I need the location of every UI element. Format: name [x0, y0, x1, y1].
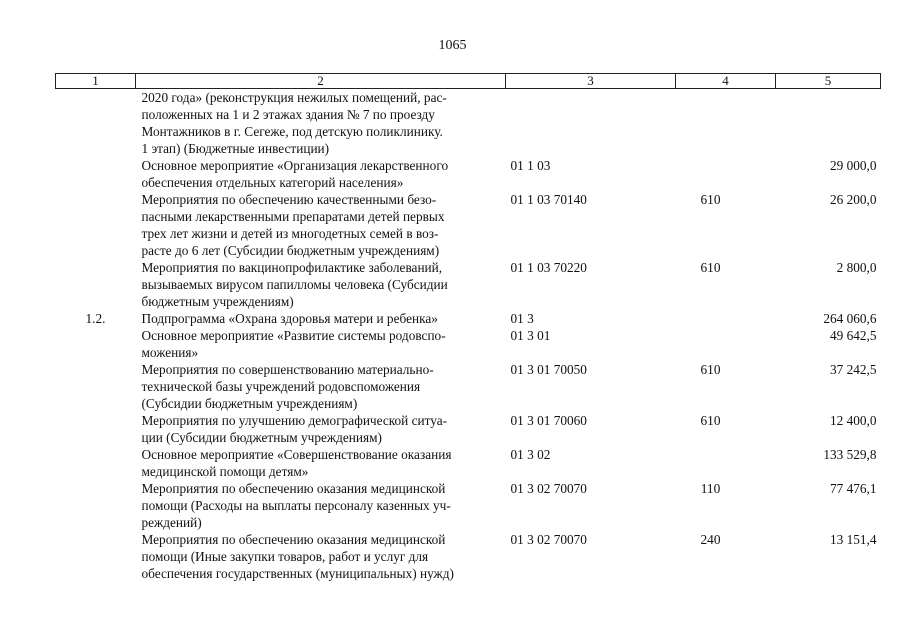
row-name [136, 191, 506, 259]
row-expense-type [676, 89, 776, 158]
column-header-4: 4 [676, 74, 776, 89]
row-code: 01 1 03 70140 [510, 192, 587, 207]
row-number [56, 157, 136, 191]
row-code: 01 3 01 70060 [510, 413, 587, 428]
column-header-5: 5 [776, 74, 881, 89]
row-number [56, 480, 136, 531]
row-name-line: ции (Субсидии бюджетным учреждениям) [141, 430, 382, 445]
row-name [136, 446, 506, 480]
row-sum [776, 89, 881, 158]
table-row [56, 361, 881, 412]
row-code: 01 3 02 70070 [510, 532, 587, 547]
budget-table [55, 73, 881, 582]
row-code: 01 1 03 [510, 158, 551, 173]
row-name-line: медицинской помощи детям» [141, 464, 309, 479]
column-header-2: 2 [136, 74, 506, 89]
row-code: 01 3 02 70070 [510, 481, 587, 496]
row-sum: 77 476,1 [829, 481, 877, 496]
row-name-line: Мероприятия по обеспечению оказания медицинской [141, 481, 446, 496]
table-row [56, 327, 881, 361]
row-name-line: Мероприятия по обеспечению оказания медицинской [141, 532, 446, 547]
page-number: 1065 [438, 38, 467, 53]
row-name-line: Мероприятия по совершенствованию материально- [141, 362, 434, 377]
row-name-line: вызываемых вирусом папилломы человека (Субсидии [141, 277, 448, 292]
row-sum: 37 242,5 [829, 362, 877, 377]
table-row [56, 310, 881, 327]
table-row [56, 191, 881, 259]
row-name-line: Монтажников в г. Сегеже, под детскую поликлинику. [141, 124, 443, 139]
row-expense-type [676, 327, 776, 361]
row-expense-type [676, 157, 776, 191]
row-number: 1.2. [85, 311, 106, 326]
table-body [56, 89, 881, 583]
row-name-line: Подпрограмма «Охрана здоровья матери и ребенка» [141, 311, 438, 326]
row-number [56, 89, 136, 158]
row-name-line: Мероприятия по обеспечению качественными безо- [141, 192, 437, 207]
column-header-1: 1 [56, 74, 136, 89]
row-name-line: трех лет жизни и детей из многодетных семей в воз- [141, 226, 439, 241]
row-name [136, 480, 506, 531]
table-row [56, 259, 881, 310]
row-name [136, 361, 506, 412]
header-row [56, 74, 881, 89]
row-name-line: Основное мероприятие «Совершенствование оказания [141, 447, 452, 462]
row-name-line: помощи (Иные закупки товаров, работ и услуг для [141, 549, 429, 564]
row-name-line: технической базы учреждений родовспоможения [141, 379, 421, 394]
row-name-line: 1 этап) (Бюджетные инвестиции) [141, 141, 330, 156]
table-row [56, 446, 881, 480]
row-name-line: помощи (Расходы на выплаты персоналу казенных уч- [141, 498, 451, 513]
row-sum: 2 800,0 [836, 260, 877, 275]
row-number [56, 412, 136, 446]
row-name-line: Основное мероприятие «Организация лекарственного [141, 158, 449, 173]
table-header [56, 74, 881, 89]
row-number [56, 446, 136, 480]
row-name-line: (Субсидии бюджетным учреждениям) [141, 396, 358, 411]
row-name-line: 2020 года» (реконструкция нежилых помещений, рас- [141, 90, 447, 105]
row-name-line: реждений) [141, 515, 202, 530]
row-expense-type: 110 [700, 481, 721, 496]
row-name [136, 327, 506, 361]
row-code [506, 89, 676, 158]
row-name [136, 89, 506, 158]
row-name [136, 157, 506, 191]
row-sum: 13 151,4 [829, 532, 877, 547]
row-sum: 26 200,0 [829, 192, 877, 207]
row-sum: 264 060,6 [823, 311, 877, 326]
row-number [56, 531, 136, 582]
row-name-line: расте до 6 лет (Субсидии бюджетным учреждениям) [141, 243, 440, 258]
row-name-line: пасными лекарственными препаратами детей первых [141, 209, 445, 224]
row-expense-type [676, 310, 776, 327]
row-name-line: Основное мероприятие «Развитие системы родовспо- [141, 328, 446, 343]
table-row [56, 157, 881, 191]
row-name-line: обеспечения отдельных категорий населения» [141, 175, 404, 190]
row-expense-type [676, 446, 776, 480]
row-code: 01 3 02 [510, 447, 551, 462]
column-header-3: 3 [506, 74, 676, 89]
row-number [56, 327, 136, 361]
row-name [136, 310, 506, 327]
row-name [136, 412, 506, 446]
row-name [136, 531, 506, 582]
row-expense-type: 610 [700, 260, 721, 275]
row-number [56, 259, 136, 310]
row-sum: 12 400,0 [829, 413, 877, 428]
row-code: 01 1 03 70220 [510, 260, 587, 275]
table-row [56, 89, 881, 158]
table-row [56, 412, 881, 446]
row-expense-type: 610 [700, 192, 721, 207]
row-sum: 49 642,5 [829, 328, 877, 343]
row-expense-type: 610 [700, 413, 721, 428]
row-expense-type: 610 [700, 362, 721, 377]
table-row [56, 480, 881, 531]
row-name-line: Мероприятия по улучшению демографической ситуа- [141, 413, 448, 428]
row-name-line: положенных на 1 и 2 этажах здания № 7 по проезду [141, 107, 435, 122]
row-number [56, 361, 136, 412]
row-name-line: обеспечения государственных (муниципальных) нужд) [141, 566, 454, 581]
row-name [136, 259, 506, 310]
row-name-line: бюджетным учреждениям) [141, 294, 294, 309]
row-sum: 29 000,0 [829, 158, 877, 173]
row-name-line: можения» [141, 345, 199, 360]
table-row [56, 531, 881, 582]
row-sum: 133 529,8 [823, 447, 877, 462]
row-name-line: Мероприятия по вакцинопрофилактике заболеваний, [141, 260, 443, 275]
row-code: 01 3 01 70050 [510, 362, 587, 377]
row-code: 01 3 [510, 311, 534, 326]
row-code: 01 3 01 [510, 328, 551, 343]
row-number [56, 191, 136, 259]
row-expense-type: 240 [700, 532, 721, 547]
